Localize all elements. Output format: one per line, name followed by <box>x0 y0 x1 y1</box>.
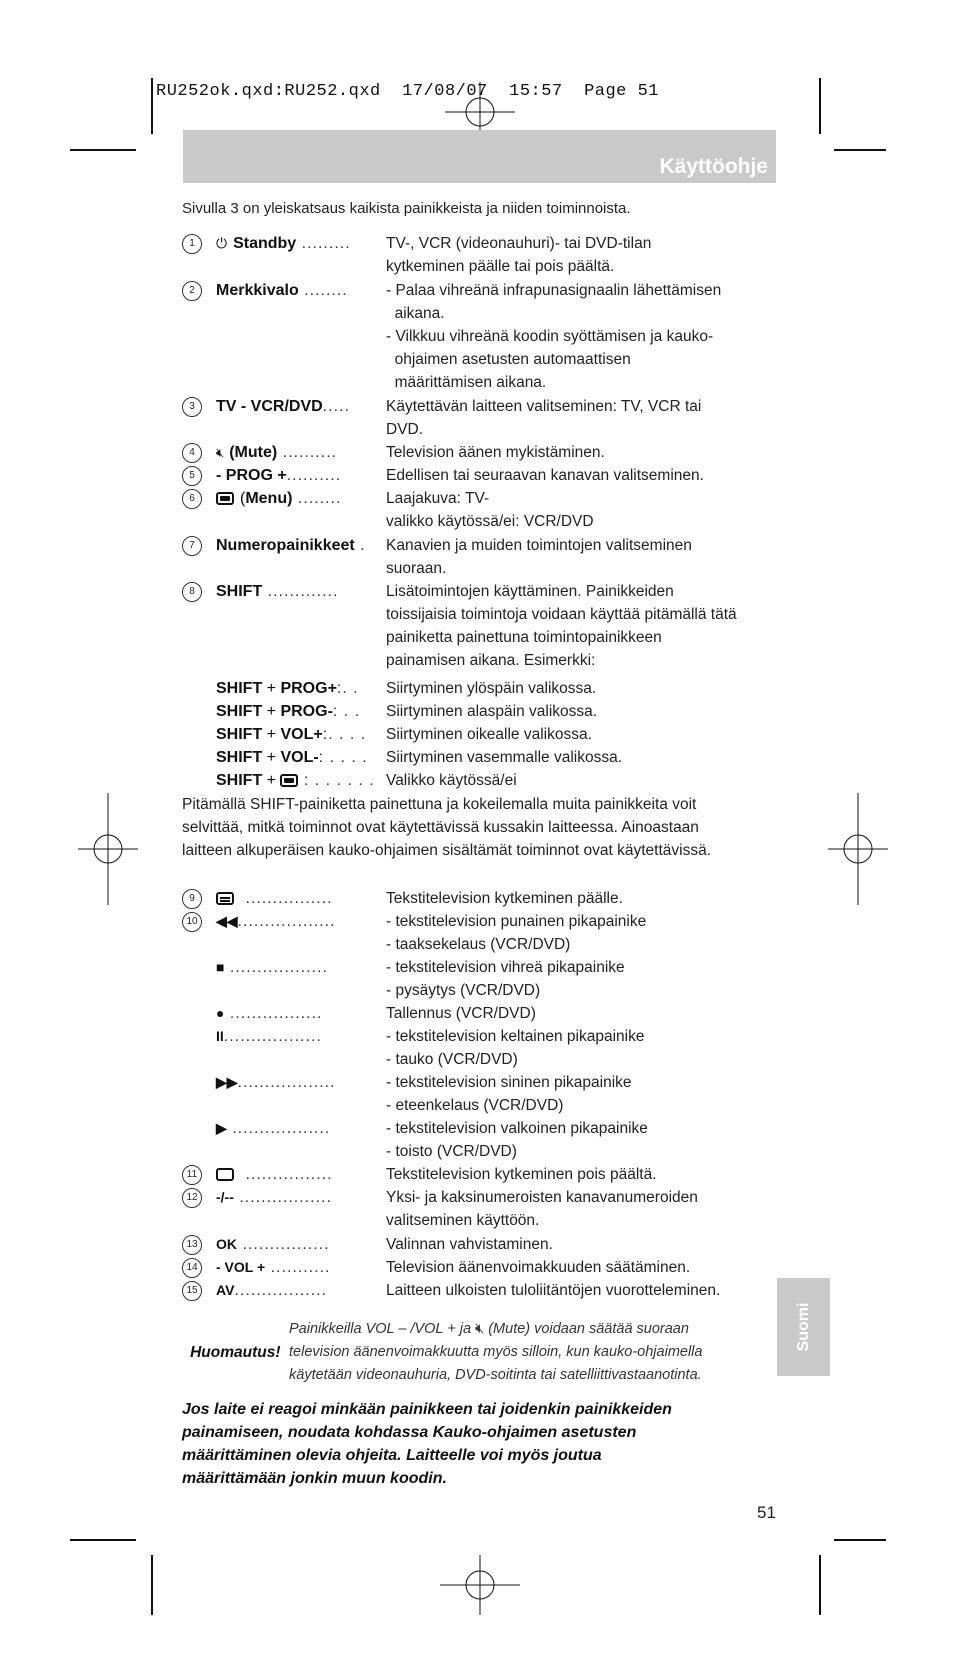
leader-dots: ........ <box>298 282 348 299</box>
leader-dots: : . . . . . . <box>298 772 375 789</box>
item-description: Laitteen ulkoisten tuloliitäntöjen vuorotteleminen. <box>386 1282 721 1299</box>
item-number: 9 <box>182 889 202 909</box>
leader-dots: .................. <box>223 1028 322 1045</box>
item-key-label: Menu <box>245 490 288 507</box>
item-key <box>216 580 338 603</box>
paren: ( <box>240 490 246 507</box>
language-tab <box>777 1278 830 1376</box>
item-key-label: Numeropainikkeet <box>216 537 355 554</box>
leader-dots: . <box>354 537 366 554</box>
shift-key: SHIFT <box>216 726 263 743</box>
item-number: 11 <box>182 1165 202 1185</box>
combo-key: VOL+ <box>280 726 323 743</box>
shift-key: SHIFT <box>216 703 263 720</box>
item-key <box>216 1279 327 1302</box>
item-description: Television äänenvoimakkuuden säätäminen. <box>386 1259 691 1276</box>
crop-mark <box>819 1555 821 1615</box>
item-key-label: AV <box>216 1282 235 1298</box>
item-key <box>216 1002 322 1025</box>
note <box>182 1318 703 1388</box>
item-description: Edellisen tai seuraavan kanavan valitseminen. <box>386 467 704 484</box>
item-number: 10 <box>182 912 202 932</box>
item-key-label: - PROG + <box>216 467 287 484</box>
leader-dots: .......... <box>286 467 342 484</box>
combo-key: VOL- <box>280 749 319 766</box>
item-description: - tekstitelevision punainen pikapainike - taaksekelaus (VCR/DVD) <box>386 913 647 953</box>
item-key-label: SHIFT <box>216 583 263 600</box>
page-number: 51 <box>757 1503 776 1522</box>
item-key-label: -/-- <box>216 1189 234 1205</box>
item-key <box>216 956 328 979</box>
plus: + <box>262 680 281 697</box>
leader-dots: ................ <box>240 890 333 907</box>
item-key <box>216 487 341 510</box>
item-key <box>216 441 337 464</box>
item-number: 2 <box>182 281 202 301</box>
warning-text: Jos laite ei reagoi minkään painikkeen tai joidenkin painikkeiden painamiseen, noudata kohdassa Kauko-ohjaimen asetusten määrittäminen olevia ohjeita. Laitteelle voi myös joutua määrittämään jonkin muun koodin. <box>182 1401 672 1487</box>
item-description: TV-, VCR (videonauhuri)- tai DVD-tilan kytkeminen päälle tai pois päältä. <box>386 235 652 275</box>
leader-dots: .................. <box>224 959 328 976</box>
shift-description: Siirtyminen oikealle valikossa. <box>386 726 592 743</box>
combo-key: PROG+ <box>280 680 337 697</box>
item-key-label: - VOL + <box>216 1259 266 1275</box>
shift-description: Valikko käytössä/ei <box>386 772 517 789</box>
item-number: 1 <box>182 234 202 254</box>
shift-key: SHIFT <box>216 749 263 766</box>
item-number: 13 <box>182 1235 202 1255</box>
item-key <box>216 232 351 255</box>
shift-combo <box>216 723 366 746</box>
item-key-label: II <box>216 1028 224 1044</box>
item-key <box>216 1025 322 1048</box>
plus: + <box>262 772 281 789</box>
item-description: Kanavien ja muiden toimintojen valitseminen suoraan. <box>386 537 692 577</box>
item-number: 7 <box>182 536 202 556</box>
power-icon: ⏻ <box>216 235 228 251</box>
mute-icon: 🔇︎ <box>216 445 225 460</box>
shift-description: Siirtyminen ylöspäin valikossa. <box>386 680 597 697</box>
shift-combo <box>216 746 368 769</box>
header-bar <box>183 130 776 183</box>
leader-dots: ........... <box>265 1259 331 1276</box>
item-number: 15 <box>182 1281 202 1301</box>
leader-dots: .......... <box>277 444 338 461</box>
leader-dots: : . . <box>332 703 361 720</box>
leader-dots: :. . . . <box>322 726 367 743</box>
item-key <box>216 279 348 302</box>
item-key <box>216 464 341 487</box>
leader-dots: .................. <box>237 913 336 930</box>
leader-dots: ................. <box>234 1282 327 1299</box>
note-label: Huomautus! <box>190 1344 281 1361</box>
leader-dots: ................. <box>233 1189 332 1206</box>
item-key <box>216 1233 330 1256</box>
item-key-label: Merkkivalo <box>216 282 299 299</box>
leader-dots: ........ <box>292 490 342 507</box>
item-key <box>216 887 333 910</box>
leader-dots: .................. <box>226 1120 331 1137</box>
leader-dots: ..... <box>322 398 350 415</box>
leader-dots: .................. <box>237 1074 336 1091</box>
crop-mark <box>70 1539 136 1541</box>
item-number: 4 <box>182 443 202 463</box>
crop-mark <box>151 1555 153 1615</box>
item-description: Valinnan vahvistaminen. <box>386 1236 553 1253</box>
item-key <box>216 1163 333 1186</box>
item-key-label: ● <box>216 1005 225 1021</box>
item-key-label: ▶▶ <box>216 1074 238 1090</box>
item-description: - Palaa vihreänä infrapunasignaalin lähettämisen aikana. - Vilkkuu vihreänä koodin syöttämisen ja kauko- ohjaimen asetusten automaattisen määrittämisen aikana. <box>386 282 722 391</box>
teletext-on-icon <box>216 892 234 905</box>
crop-mark <box>834 149 886 151</box>
item-description: Käytettävän laitteen valitseminen: TV, VCR tai DVD. <box>386 398 702 438</box>
item-key-label: OK <box>216 1236 237 1252</box>
note-text-a: Painikkeilla VOL – /VOL + ja <box>289 1321 476 1337</box>
menu-icon <box>280 774 298 787</box>
item-key-label: Standby <box>233 235 297 252</box>
shift-description: Siirtyminen alaspäin valikossa. <box>386 703 598 720</box>
shift-combo <box>216 677 359 700</box>
shift-combo <box>216 769 375 792</box>
crop-mark <box>151 78 153 134</box>
item-description: Lisätoimintojen käyttäminen. Painikkeiden toissijaisia toimintoja voidaan käyttää pitämällä tätä painiketta painettuna toimintopainikkeen painamisen aikana. Esimerkki: <box>386 583 737 669</box>
shift-paragraph: Pitämällä SHIFT-painiketta painettuna ja kokeilemalla muita painikkeita voit selvittää, mitkä toiminnot ovat käytettävissä kussakin laitteessa. Ainoastaan laitteen alkuperäisen kauko-ohjaimen sisältämät toiminnot ovat käytettävissä. <box>182 796 711 859</box>
menu-icon <box>216 492 234 505</box>
leader-dots: ............. <box>262 583 339 600</box>
language-tab-label: Suomi <box>794 1302 812 1352</box>
file-slug: RU252ok.qxd:RU252.qxd 17/08/07 15:57 Page 51 <box>156 82 659 101</box>
plus: + <box>262 726 281 743</box>
item-key <box>216 910 336 933</box>
item-number: 5 <box>182 466 202 486</box>
item-key <box>216 1071 336 1094</box>
item-key <box>216 1256 331 1279</box>
registration-mark-bottom <box>440 1555 520 1615</box>
shift-description: Siirtyminen vasemmalle valikossa. <box>386 749 623 766</box>
note-text <box>289 1318 702 1387</box>
crop-mark <box>819 78 821 134</box>
item-key-label: (Mute) <box>229 444 278 461</box>
item-number: 12 <box>182 1188 202 1208</box>
item-description: Television äänen mykistäminen. <box>386 444 605 461</box>
item-key-label: ■ <box>216 959 225 975</box>
registration-mark-left <box>78 793 138 905</box>
item-description: - tekstitelevision keltainen pikapainike - tauko (VCR/DVD) <box>386 1028 645 1068</box>
leader-dots: :. . <box>336 680 359 697</box>
leader-dots: ......... <box>296 235 351 252</box>
leader-dots: ................. <box>224 1005 323 1022</box>
paren: ) <box>287 490 293 507</box>
item-description: - tekstitelevision vihreä pikapainike - pysäytys (VCR/DVD) <box>386 959 625 999</box>
shift-combo <box>216 700 360 723</box>
crop-mark <box>834 1539 886 1541</box>
item-number: 8 <box>182 582 202 602</box>
item-key <box>216 395 350 418</box>
item-description: Laajakuva: TV- valikko käytössä/ei: VCR/DVD <box>386 490 594 530</box>
registration-mark-right <box>828 793 888 905</box>
item-key-label: ▶ <box>216 1120 227 1136</box>
item-number: 6 <box>182 489 202 509</box>
leader-dots: : . . . . <box>318 749 368 766</box>
shift-key: SHIFT <box>216 680 263 697</box>
leader-dots: ................ <box>240 1166 333 1183</box>
item-key-label: ◀◀ <box>216 913 238 929</box>
teletext-off-icon <box>216 1168 234 1181</box>
item-description: - tekstitelevision sininen pikapainike - eteenkelaus (VCR/DVD) <box>386 1074 632 1114</box>
intro-text: Sivulla 3 on yleiskatsaus kaikista painikkeista ja niiden toiminnoista. <box>182 200 631 217</box>
combo-key: PROG- <box>280 703 333 720</box>
item-description: Yksi- ja kaksinumeroisten kanavanumeroiden valitseminen käyttöön. <box>386 1189 698 1229</box>
plus: + <box>262 749 281 766</box>
item-key <box>216 534 366 557</box>
item-key <box>216 1186 332 1209</box>
leader-dots: ................ <box>237 1236 330 1253</box>
item-number: 14 <box>182 1258 202 1278</box>
mute-icon: 🔇︎ <box>475 1321 485 1337</box>
item-description: Tallennus (VCR/DVD) <box>386 1005 536 1022</box>
item-description: - tekstitelevision valkoinen pikapainike - toisto (VCR/DVD) <box>386 1120 648 1160</box>
plus: + <box>262 703 281 720</box>
crop-mark <box>70 149 136 151</box>
item-description: Tekstitelevision kytkeminen pois päältä. <box>386 1166 657 1183</box>
page-title: Käyttöohje <box>659 155 768 178</box>
item-key <box>216 1117 330 1140</box>
note-text-b: (Mute) voidaan säätää suoraan television äänenvoimakkuutta myös silloin, kun kauko-ohjaimella käytetään videonauhuria, DVD-soitinta tai satelliittivastaanotinta. <box>289 1321 703 1383</box>
shift-key: SHIFT <box>216 772 263 789</box>
item-key-label: TV - VCR/DVD <box>216 398 323 415</box>
item-number: 3 <box>182 397 202 417</box>
item-description: Tekstitelevision kytkeminen päälle. <box>386 890 623 907</box>
